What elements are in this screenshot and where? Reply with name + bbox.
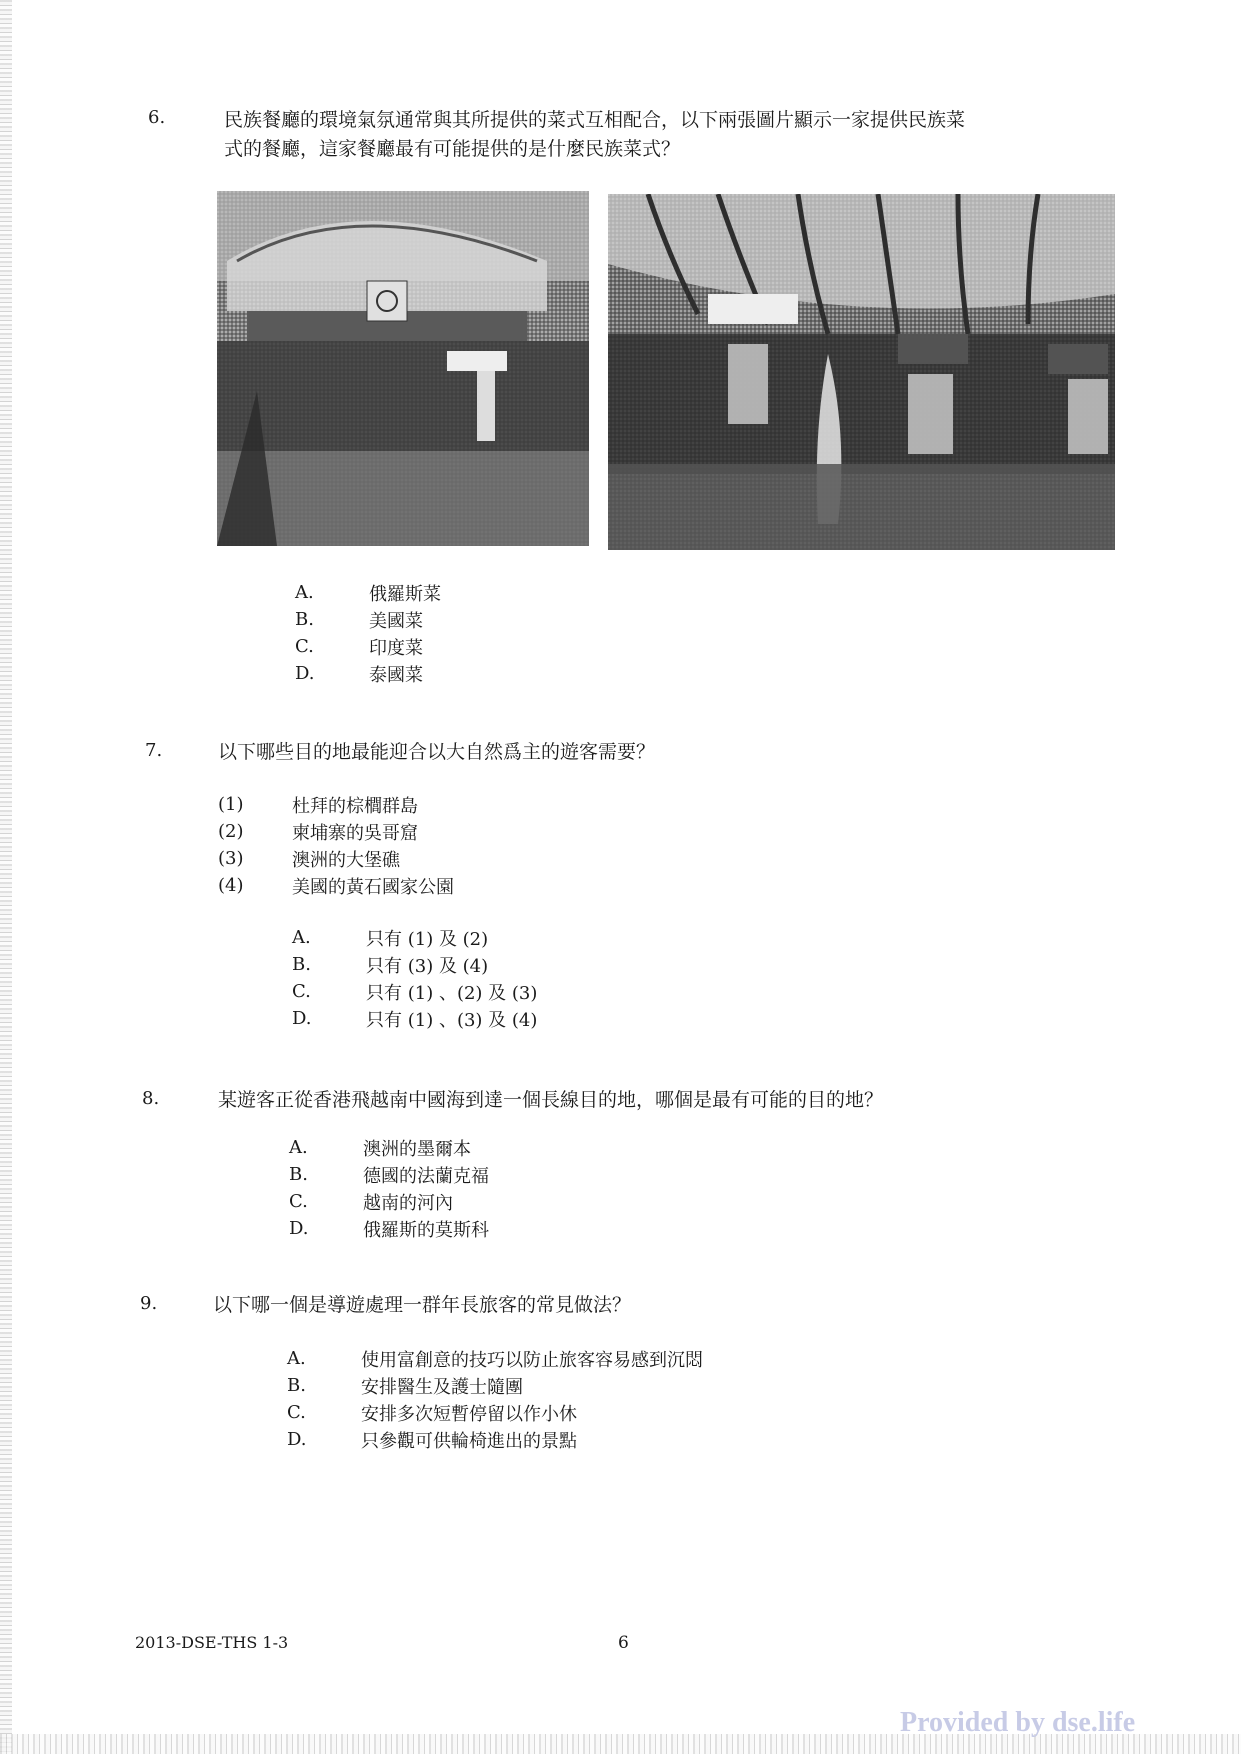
option-text: 只參觀可供輪椅進出的景點: [361, 1430, 577, 1452]
page-number: 6: [618, 1633, 629, 1653]
question-9-options: [287, 1345, 703, 1453]
restaurant-interior-photo: [608, 194, 1115, 550]
option-text: 只有 (3) 及 (4): [366, 955, 489, 977]
statement-number: (1): [218, 794, 244, 815]
option-letter: D.: [287, 1429, 307, 1450]
scan-edge-left: [0, 0, 12, 1754]
statement-number: (4): [218, 875, 244, 896]
statement-4: [218, 872, 454, 899]
option-text: 只有 (1) 、(2) 及 (3): [366, 982, 538, 1004]
question-7-text: 以下哪些目的地最能迎合以大自然爲主的遊客需要？: [218, 741, 656, 763]
option-letter: B.: [292, 954, 311, 975]
option-letter: A.: [287, 1348, 306, 1369]
question-6-number: 6.: [148, 107, 166, 128]
option-letter: A.: [295, 582, 314, 603]
watermark: Provided by dse.life: [900, 1707, 1136, 1738]
option-b: [292, 951, 537, 978]
option-c: [289, 1188, 489, 1215]
option-letter: D.: [292, 1008, 312, 1029]
option-b: [295, 606, 441, 633]
option-letter: B.: [295, 609, 314, 630]
option-letter: A.: [292, 927, 311, 948]
statement-number: (3): [218, 848, 244, 869]
option-letter: C.: [287, 1402, 306, 1423]
statement-1: [218, 791, 454, 818]
paper-code: 2013-DSE-THS 1-3: [135, 1633, 289, 1652]
option-letter: A.: [289, 1137, 308, 1158]
question-9-text: 以下哪一個是導遊處理一群年長旅客的常見做法？: [213, 1294, 632, 1316]
option-text: 美國菜: [369, 610, 423, 632]
question-8-options: [289, 1134, 489, 1242]
question-8-text: 某遊客正從香港飛越南中國海到達一個長線目的地，哪個是最有可能的目的地？: [218, 1089, 884, 1111]
option-text: 德國的法蘭克福: [363, 1165, 489, 1187]
option-text: 印度菜: [369, 637, 423, 659]
option-letter: D.: [289, 1218, 309, 1239]
option-text: 安排醫生及護士隨團: [361, 1376, 523, 1398]
option-a: [292, 924, 537, 951]
option-a: [295, 579, 441, 606]
question-7-statements: [218, 791, 454, 899]
option-a: [289, 1134, 489, 1161]
option-text: 俄羅斯菜: [369, 583, 441, 605]
statement-text: 柬埔寨的吳哥窟: [292, 822, 418, 844]
option-text: 澳洲的墨爾本: [363, 1138, 471, 1160]
statement-number: (2): [218, 821, 244, 842]
option-text: 只有 (1) 及 (2): [366, 928, 489, 950]
option-text: 越南的河內: [363, 1192, 453, 1214]
option-letter: B.: [287, 1375, 306, 1396]
option-b: [287, 1372, 703, 1399]
option-a: [287, 1345, 703, 1372]
option-text: 使用富創意的技巧以防止旅客容易感到沉悶: [361, 1349, 703, 1371]
option-letter: C.: [295, 636, 314, 657]
option-letter: B.: [289, 1164, 308, 1185]
question-9-number: 9.: [140, 1293, 158, 1314]
option-letter: D.: [295, 663, 315, 684]
statement-text: 美國的黃石國家公園: [292, 876, 454, 898]
statement-3: [218, 845, 454, 872]
option-c: [292, 978, 537, 1005]
option-d: [292, 1005, 537, 1032]
question-6-text-line-2: 式的餐廳，這家餐廳最有可能提供的是什麼民族菜式？: [224, 138, 681, 160]
option-letter: C.: [292, 981, 311, 1002]
statement-text: 杜拜的棕櫚群島: [292, 795, 418, 817]
option-c: [287, 1399, 703, 1426]
statement-2: [218, 818, 454, 845]
option-letter: C.: [289, 1191, 308, 1212]
option-text: 只有 (1) 、(3) 及 (4): [366, 1009, 538, 1031]
question-6-text-line-1: 民族餐廳的環境氣氛通常與其所提供的菜式互相配合，以下兩張圖片顯示一家提供民族菜: [224, 109, 966, 131]
restaurant-exterior-photo: [217, 191, 589, 546]
question-7-number: 7.: [145, 740, 163, 761]
option-d: [287, 1426, 703, 1453]
option-d: [289, 1215, 489, 1242]
statement-text: 澳洲的大堡礁: [292, 849, 400, 871]
question-6-text: [224, 106, 965, 164]
option-d: [295, 660, 441, 687]
question-6-options: [295, 579, 441, 687]
option-text: 安排多次短暫停留以作小休: [361, 1403, 577, 1425]
option-text: 俄羅斯的莫斯科: [363, 1219, 489, 1241]
question-7-options: [292, 924, 537, 1032]
option-b: [289, 1161, 489, 1188]
option-text: 泰國菜: [369, 664, 423, 686]
question-8-number: 8.: [142, 1088, 160, 1109]
option-c: [295, 633, 441, 660]
